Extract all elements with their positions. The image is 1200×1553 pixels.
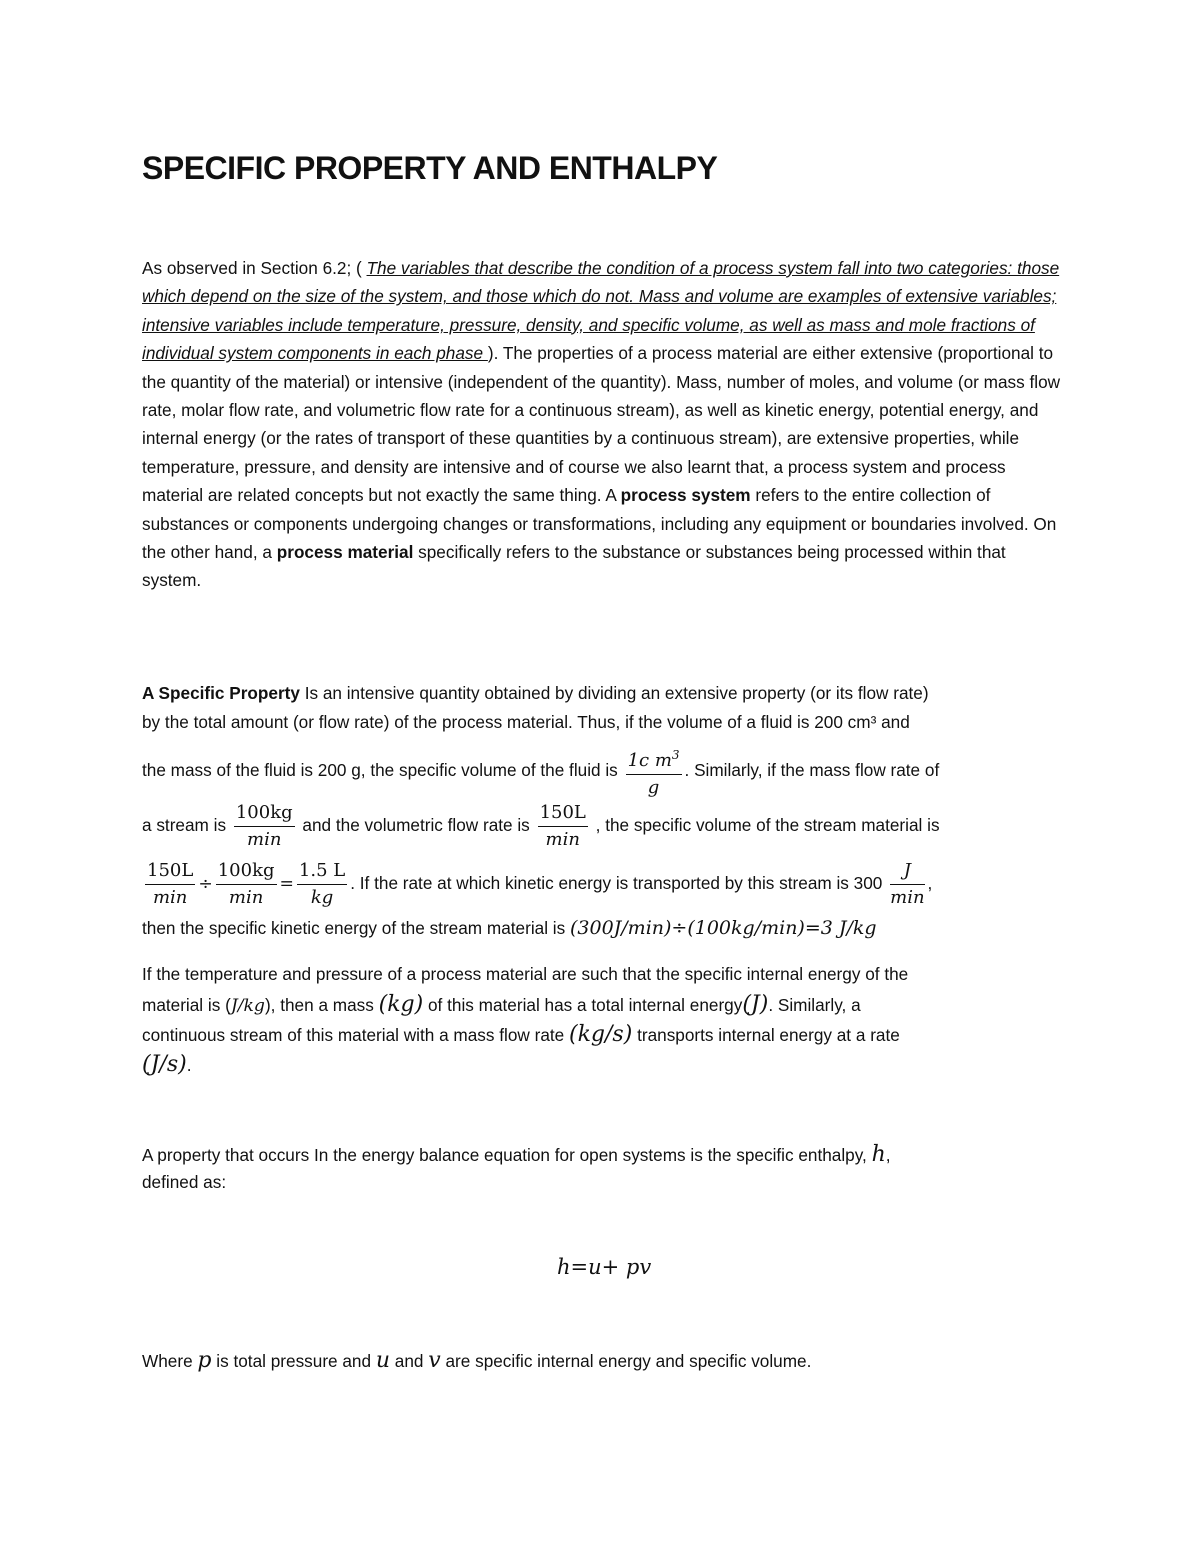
fraction-volumetric-flow <box>538 800 588 853</box>
paragraph-intro <box>142 254 1067 595</box>
specific-property-line-2: by the total amount (or flow rate) of the process material. Thus, if the volume of a fluid is 200 cm³ and <box>142 712 910 732</box>
internal-energy-line-4 <box>142 1052 191 1077</box>
symbol-u: u <box>375 1348 391 1373</box>
text: of this material has a total internal energy <box>428 995 743 1015</box>
text: continuous stream of this material with a mass flow rate <box>142 1025 565 1045</box>
specific-property-line-3 <box>142 742 939 801</box>
text: ), then a mass <box>264 995 374 1015</box>
text: , the specific volume of the stream material is <box>595 815 940 836</box>
fraction-numerator: 100kg <box>216 858 277 885</box>
fraction-numerator: 1c m <box>627 750 672 771</box>
intro-text-end: specifically refers to the substance or substances being processed within that system. <box>142 542 1006 591</box>
specific-property-line-6 <box>142 917 877 939</box>
unit-J: (J) <box>742 992 769 1017</box>
intro-text-continued: ). The properties of a process material are either extensive (proportional to the quantity of the material) or intensive (independent of the quantity). Mass, number of moles, and volume (or mass flow rate, molar flow rate, and volumetric flow rate for a continuous stream), as well as kinetic energy, potential energy, and internal energy (or the rates of transport of these quantities by a continuous stream), are extensive properties, while temperature, pressure, and density are intensive and of course we also learnt that, a process system and process material are related concepts but not exactly the same thing. A <box>142 343 1061 506</box>
specific-property-line-1 <box>142 683 929 704</box>
enthalpy-line-1 <box>142 1142 891 1167</box>
text: a stream is <box>142 815 227 836</box>
text: then the specific kinetic energy of the stream material is <box>142 918 566 938</box>
term-process-material: process material <box>276 542 414 563</box>
fraction-J-min <box>890 858 924 911</box>
unit-kg: (kg) <box>378 992 424 1017</box>
enthalpy-equation: h=u+ pv <box>557 1255 652 1279</box>
term-process-system: process system <box>620 485 751 506</box>
unit-J-per-kg: J/kg <box>230 996 265 1016</box>
exponent: 3 <box>671 748 680 762</box>
fraction-denominator: g <box>647 777 660 798</box>
text: . Similarly, if the mass flow rate of <box>684 760 940 781</box>
text: is total pressure and <box>216 1351 372 1371</box>
text: , <box>927 873 933 894</box>
where-line <box>142 1348 811 1373</box>
fraction-numerator: 100kg <box>234 800 295 827</box>
text: transports internal energy at a rate <box>637 1025 900 1045</box>
internal-energy-line-2 <box>142 992 861 1017</box>
quoted-definition: The variables that describe the condition of a process system fall into two categories: those which depend on the size of the system, and those which do not. Mass and volume are examples of extensive variables; intensive variables include temperature, pressure, density, and specific volume, as well as mass and mole fractions of individual system components in each phase <box>142 258 1060 364</box>
text: Is an intensive quantity obtained by dividing an extensive property (or its flow rate) <box>299 683 929 703</box>
fraction-numerator: 150L <box>145 858 195 885</box>
fraction-denominator: min <box>247 829 282 850</box>
text: , <box>885 1145 891 1165</box>
text: . <box>186 1055 192 1075</box>
fraction-150L-min <box>145 858 195 911</box>
text: are specific internal energy and specific volume. <box>445 1351 812 1371</box>
unit-kg-per-s: (kg/s) <box>569 1022 633 1047</box>
text: . Similarly, a <box>768 995 861 1015</box>
fraction-1.5L-kg <box>297 858 347 911</box>
fraction-denominator: min <box>228 887 264 908</box>
fraction-numerator: 150L <box>538 800 588 827</box>
specific-property-line-4 <box>142 800 940 853</box>
unit-J-per-s: (J/s) <box>142 1052 187 1077</box>
fraction-mass-flow <box>234 800 295 853</box>
fraction-numerator: 1.5 L <box>297 858 347 885</box>
text: the mass of the fluid is 200 g, the specific volume of the fluid is <box>142 760 618 781</box>
intro-text-mid: refers to the entire collection of substances or components undergoing changes or transformations, including any equipment or boundaries involved. On the other hand, a <box>142 485 1057 563</box>
term-specific-property: A Specific Property <box>142 683 300 703</box>
equals-sign: = <box>279 874 294 895</box>
text: . If the rate at which kinetic energy is transported by this stream is 300 <box>350 873 883 894</box>
fraction-numerator: J <box>890 858 924 885</box>
fraction-100kg-min <box>216 858 277 911</box>
text: and the volumetric flow rate is <box>302 815 530 836</box>
symbol-v: v <box>428 1348 441 1373</box>
text: material is ( <box>142 995 231 1015</box>
symbol-h: h <box>871 1142 886 1167</box>
fraction-denominator: min <box>545 829 580 850</box>
symbol-p: p <box>197 1348 212 1373</box>
specific-property-line-5 <box>142 858 932 911</box>
text: A property that occurs In the energy balance equation for open systems is the specific enthalpy, <box>142 1145 867 1165</box>
internal-energy-line-1: If the temperature and pressure of a process material are such that the specific internal energy of the <box>142 964 909 984</box>
fraction-denominator: kg <box>310 887 334 908</box>
text: Where <box>142 1351 198 1371</box>
kinetic-energy-expression: (300J/min)÷(100kg/min)=3 J/kg <box>569 917 877 939</box>
fraction-denominator: min <box>890 887 925 908</box>
fraction-specific-volume <box>626 742 682 801</box>
division-sign: ÷ <box>198 874 213 895</box>
internal-energy-line-3 <box>142 1022 900 1047</box>
fraction-denominator: min <box>152 887 188 908</box>
text: and <box>394 1351 424 1371</box>
page-title: SPECIFIC PROPERTY AND ENTHALPY <box>142 150 718 186</box>
intro-text: As observed in Section 6.2; ( <box>142 258 367 278</box>
enthalpy-line-2: defined as: <box>142 1172 227 1192</box>
